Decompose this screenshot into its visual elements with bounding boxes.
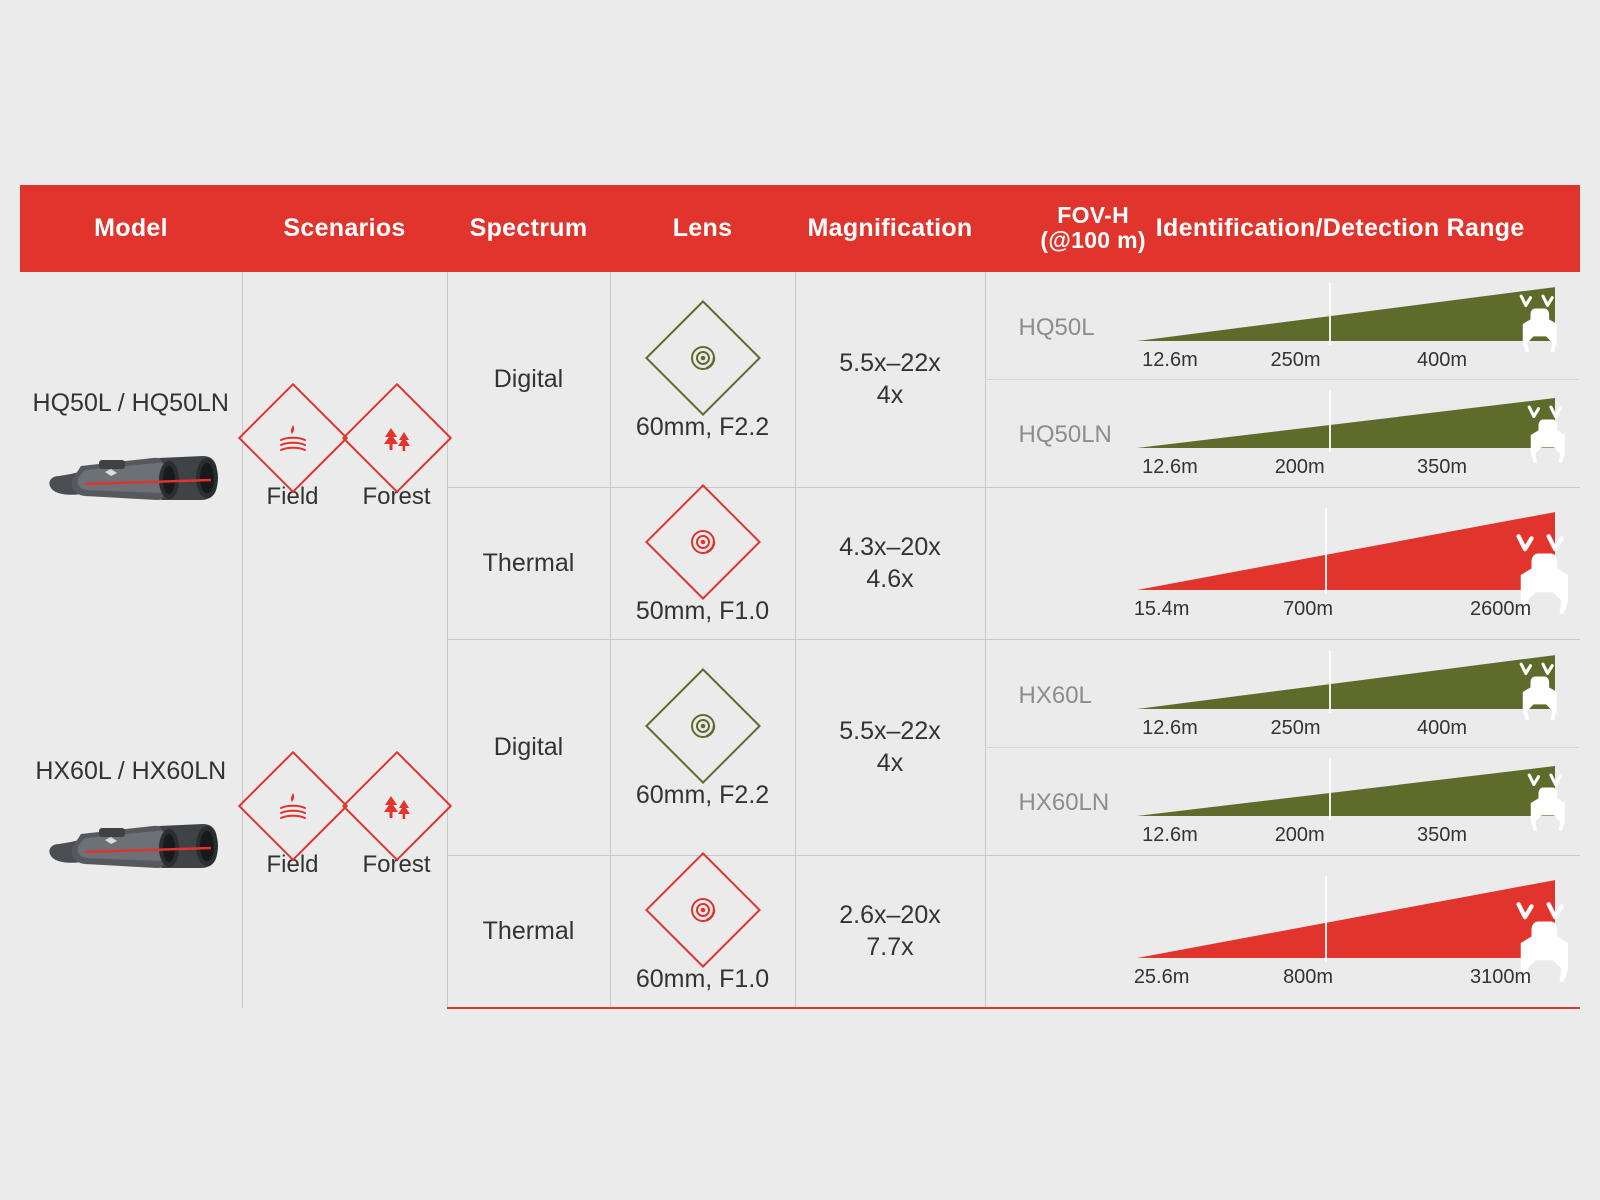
range-model-label: HX60LN <box>1018 788 1110 816</box>
magnification-cell <box>795 855 985 1008</box>
header-identification-range: Identification/Detection Range <box>1155 213 1525 242</box>
magnification-cell <box>795 487 985 639</box>
magnification-line2: 4.6x <box>866 565 914 594</box>
range-tick: 25.6m <box>1133 966 1190 989</box>
range-tick: 12.6m <box>1142 823 1198 846</box>
scenario-label: Field <box>266 851 319 879</box>
scenario-label: Forest <box>362 483 431 511</box>
lens-cell <box>610 855 795 1008</box>
range-tick: 12.6m <box>1142 348 1198 371</box>
range-model-label: HQ50LN <box>1018 420 1112 448</box>
range-tick: 250m <box>1270 348 1321 371</box>
magnification-line2: 7.7x <box>866 933 914 962</box>
binocular-icon <box>41 804 221 882</box>
spectrum-cell <box>447 639 610 855</box>
specification-table <box>20 185 1580 1009</box>
forest-icon <box>341 751 451 861</box>
scenario-label: Forest <box>362 851 431 879</box>
range-tick: 350m <box>1416 823 1468 846</box>
magnification-line1: 5.5x–22x <box>839 717 941 746</box>
lens-thermal-icon <box>645 852 761 968</box>
header-fov-line1: FOV-H <box>1057 202 1129 228</box>
magnification-line1: 4.3x–20x <box>839 533 941 562</box>
range-cell <box>985 639 1580 855</box>
binocular-icon <box>41 436 221 514</box>
range-tick: 400m <box>1416 716 1468 739</box>
lens-cell <box>610 639 795 855</box>
model-cell <box>20 272 242 640</box>
table-row <box>20 272 1580 488</box>
lens-thermal-icon <box>645 484 761 600</box>
range-row <box>987 273 1580 380</box>
range-wedge <box>1137 508 1556 594</box>
range-ticks <box>1137 456 1556 480</box>
lens-label: 60mm, F2.2 <box>635 412 770 441</box>
range-tick: 3100m <box>1470 966 1532 989</box>
range-tick: 2600m <box>1470 598 1532 621</box>
range-cell <box>985 272 1580 488</box>
spectrum-cell <box>447 487 610 639</box>
range-row <box>987 866 1580 996</box>
range-model-label: HX60L <box>1018 681 1092 709</box>
scenario-label: Field <box>266 483 319 511</box>
range-tick: 200m <box>1274 455 1325 478</box>
range-cell <box>985 855 1580 1008</box>
range-wedge <box>1137 390 1556 452</box>
model-cell <box>20 639 242 1008</box>
range-wedge <box>1137 651 1556 713</box>
range-row <box>987 641 1580 748</box>
scenarios-cell <box>242 639 447 1008</box>
range-tick: 200m <box>1274 823 1325 846</box>
range-ticks <box>1137 717 1556 741</box>
model-name: HX60L / HX60LN <box>35 756 227 785</box>
range-tick: 12.6m <box>1142 455 1198 478</box>
range-row <box>987 498 1580 628</box>
spectrum-cell <box>447 272 610 488</box>
field-icon <box>237 383 347 493</box>
range-tick: 700m <box>1283 598 1334 621</box>
model-name: HQ50L / HQ50LN <box>32 388 229 417</box>
range-row <box>987 748 1580 854</box>
magnification-line2: 4x <box>876 749 904 778</box>
lens-digital-icon <box>645 300 761 416</box>
scenario-field <box>249 399 337 511</box>
table-header-row <box>20 185 1580 272</box>
field-icon <box>237 751 347 861</box>
magnification-line1: 2.6x–20x <box>839 901 941 930</box>
header-lens: Lens <box>610 185 795 272</box>
lens-cell <box>610 272 795 488</box>
lens-label: 60mm, F2.2 <box>635 780 770 809</box>
spectrum-label: Thermal <box>482 548 575 577</box>
spectrum-label: Digital <box>493 364 564 393</box>
range-tick: 12.6m <box>1142 716 1198 739</box>
range-ticks <box>1137 349 1556 373</box>
range-ticks <box>1133 598 1556 622</box>
range-ticks <box>1133 966 1556 990</box>
magnification-line1: 5.5x–22x <box>839 349 941 378</box>
range-ticks <box>1137 824 1556 848</box>
lens-cell <box>610 487 795 639</box>
scenario-forest <box>353 399 441 511</box>
range-tick: 400m <box>1416 348 1468 371</box>
header-magnification: Magnification <box>795 185 985 272</box>
header-range-group <box>985 185 1580 272</box>
header-model: Model <box>20 185 242 272</box>
deer-silhouette-icon <box>1329 661 1600 723</box>
table-row <box>20 639 1580 855</box>
header-scenarios: Scenarios <box>242 185 447 272</box>
scenario-forest <box>353 767 441 879</box>
range-tick: 800m <box>1283 966 1334 989</box>
header-spectrum: Spectrum <box>447 185 610 272</box>
scenario-field <box>249 767 337 879</box>
range-wedge <box>1137 283 1556 345</box>
lens-label: 50mm, F1.0 <box>635 596 770 625</box>
spectrum-cell <box>447 855 610 1008</box>
lens-label: 60mm, F1.0 <box>635 964 770 993</box>
range-tick: 15.4m <box>1133 598 1190 621</box>
range-cell <box>985 487 1580 639</box>
header-fov <box>1040 203 1145 254</box>
lens-digital-icon <box>645 668 761 784</box>
deer-silhouette-icon <box>1329 293 1600 355</box>
range-model-label: HQ50L <box>1018 313 1095 341</box>
range-tick: 250m <box>1270 716 1321 739</box>
scenarios-cell <box>242 272 447 640</box>
magnification-cell <box>795 272 985 488</box>
spectrum-label: Digital <box>493 732 564 761</box>
magnification-line2: 4x <box>876 381 904 410</box>
range-tick: 350m <box>1416 455 1468 478</box>
spectrum-label: Thermal <box>482 916 575 945</box>
header-fov-line2: (@100 m) <box>1040 227 1146 254</box>
forest-icon <box>341 383 451 493</box>
range-row <box>987 380 1580 486</box>
range-wedge <box>1137 876 1556 962</box>
range-wedge <box>1137 758 1556 820</box>
magnification-cell <box>795 639 985 855</box>
